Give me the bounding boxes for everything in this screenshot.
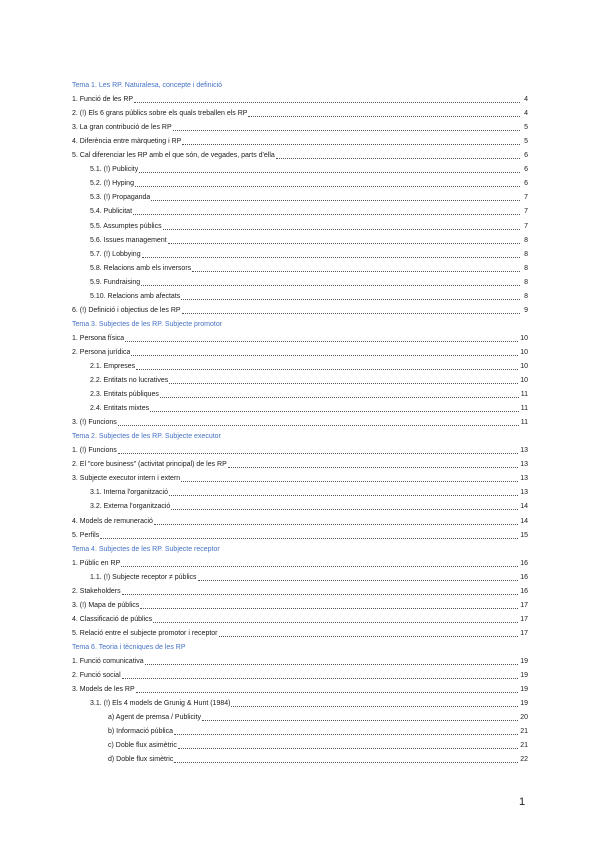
toc-dot-leader bbox=[118, 424, 519, 426]
toc-dot-leader bbox=[154, 523, 518, 525]
toc-entry-title: 2.2. Entitats no lucratives bbox=[90, 377, 169, 385]
toc-entry-page: 17 bbox=[520, 601, 528, 609]
toc-entry[interactable] bbox=[72, 472, 528, 486]
toc-entry-title: 3. Models de les RP bbox=[72, 686, 135, 694]
toc-entry-title: 5.4. Publicitat bbox=[90, 208, 133, 216]
toc-entry[interactable] bbox=[72, 107, 528, 121]
toc-entry[interactable] bbox=[72, 360, 528, 374]
toc-dot-leader bbox=[160, 396, 519, 398]
toc-entry-page: 6 bbox=[524, 180, 528, 188]
toc-dot-leader bbox=[131, 354, 518, 356]
toc-dot-leader bbox=[125, 340, 518, 342]
toc-entry-page: 19 bbox=[520, 657, 528, 665]
toc-entry[interactable] bbox=[72, 529, 528, 543]
toc-entry-title: 2.3. Entitats públiques bbox=[90, 391, 159, 399]
toc-entry[interactable] bbox=[72, 514, 528, 528]
toc-entry-page: 19 bbox=[520, 700, 528, 708]
toc-dot-leader bbox=[228, 466, 518, 468]
toc-entry[interactable] bbox=[72, 599, 528, 613]
toc-dot-leader bbox=[121, 565, 518, 567]
toc-entry[interactable] bbox=[72, 121, 528, 135]
toc-dot-leader bbox=[182, 312, 520, 314]
toc-entry-title: 2. (!) Els 6 grans públics sobre els quals treballen els RP bbox=[72, 110, 248, 118]
toc-entry-title: 6. (!) Definició i objectius de les RP bbox=[72, 306, 181, 314]
toc-entry-title: 1. Funció comunicativa bbox=[72, 657, 144, 665]
toc-dot-leader bbox=[192, 270, 520, 272]
toc-entry-title: 2. Stakeholders bbox=[72, 587, 121, 595]
toc-entry-page: 16 bbox=[520, 587, 528, 595]
toc-entry-page: 8 bbox=[524, 264, 528, 272]
toc-dot-leader bbox=[168, 242, 520, 244]
toc-entry-page: 8 bbox=[524, 278, 528, 286]
toc-entry[interactable] bbox=[72, 627, 528, 641]
toc-entry-title: 2.4. Entitats mixtes bbox=[90, 405, 150, 413]
toc-entry-page: 11 bbox=[520, 419, 528, 427]
toc-entry[interactable] bbox=[72, 557, 528, 571]
toc-entry-title: 3. Subjecte executor intern i extern bbox=[72, 475, 181, 483]
toc-entry-title: 3. (!) Funcions bbox=[72, 419, 117, 427]
toc-entry-page: 14 bbox=[520, 517, 528, 525]
toc-entry[interactable] bbox=[72, 739, 528, 753]
toc-dot-leader bbox=[139, 171, 520, 173]
toc-entry[interactable] bbox=[72, 711, 528, 725]
toc-entry-page: 8 bbox=[524, 292, 528, 300]
toc-entry[interactable] bbox=[72, 346, 528, 360]
toc-entry[interactable] bbox=[72, 585, 528, 599]
toc-entry-title: 5. Perfils bbox=[72, 531, 100, 539]
toc-entry-page: 9 bbox=[524, 306, 528, 314]
toc-entry-page: 5 bbox=[524, 138, 528, 146]
toc-entry[interactable] bbox=[72, 276, 528, 290]
toc-dot-leader bbox=[198, 579, 519, 581]
toc-entry[interactable] bbox=[72, 234, 528, 248]
toc-dot-leader bbox=[174, 761, 518, 763]
toc-dot-leader bbox=[136, 691, 519, 693]
toc-entry-title: 5.6. Issues management bbox=[90, 236, 167, 244]
toc-dot-leader bbox=[145, 663, 519, 665]
toc-entry-title: 5.10. Relacions amb afectats bbox=[90, 292, 181, 300]
toc-dot-leader bbox=[171, 508, 518, 510]
toc-heading-text: Tema 3. Subjectes de les RP. Subjecte promotor bbox=[72, 320, 223, 328]
toc-dot-leader bbox=[173, 129, 520, 131]
toc-entry-title: 1. Funció de les RP bbox=[72, 96, 134, 104]
toc-dot-leader bbox=[153, 621, 518, 623]
toc-entry-page: 7 bbox=[524, 222, 528, 230]
toc-entry-page: 4 bbox=[524, 110, 528, 118]
toc-entry[interactable] bbox=[72, 205, 528, 219]
toc-entry[interactable] bbox=[72, 613, 528, 627]
toc-entry-page: 4 bbox=[524, 96, 528, 104]
toc-entry-page: 21 bbox=[520, 742, 528, 750]
toc-entry[interactable] bbox=[72, 374, 528, 388]
toc-entry-title: 3. (!) Mapa de públics bbox=[72, 601, 140, 609]
toc-entry[interactable] bbox=[72, 149, 528, 163]
toc-dot-leader bbox=[133, 213, 520, 215]
toc-entry-title: c) Doble flux asimètric bbox=[108, 742, 177, 750]
toc-heading-text: Tema 6. Teoria i tècniques de les RP bbox=[72, 643, 186, 651]
toc-dot-leader bbox=[141, 284, 520, 286]
page-number: 1 bbox=[519, 796, 526, 808]
toc-dot-leader bbox=[169, 382, 518, 384]
toc-dot-leader bbox=[135, 185, 520, 187]
toc-dot-leader bbox=[163, 228, 520, 230]
toc-entry[interactable] bbox=[72, 177, 528, 191]
toc-entry[interactable] bbox=[72, 669, 528, 683]
toc-entry-title: 3.2. Externa l'organització bbox=[90, 503, 171, 511]
toc-entry-page: 10 bbox=[520, 362, 528, 370]
toc-entry[interactable] bbox=[72, 388, 528, 402]
toc-entry[interactable] bbox=[72, 163, 528, 177]
toc-entry-title: 5.7. (!) Lobbying bbox=[90, 250, 141, 258]
toc-dot-leader bbox=[276, 157, 520, 159]
toc-entry-title: b) Informació pública bbox=[108, 728, 173, 736]
toc-entry[interactable] bbox=[72, 191, 528, 205]
toc-entry-title: 5.5. Assumptes públics bbox=[90, 222, 162, 230]
toc-entry-page: 22 bbox=[520, 756, 528, 764]
toc-dot-leader bbox=[231, 705, 518, 707]
toc-entry-page: 6 bbox=[524, 152, 528, 160]
toc-entry-page: 14 bbox=[520, 503, 528, 511]
toc-dot-leader bbox=[142, 256, 520, 258]
toc-entry-page: 13 bbox=[520, 447, 528, 455]
toc-entry-page: 10 bbox=[520, 348, 528, 356]
toc-entry-page: 15 bbox=[520, 531, 528, 539]
toc-entry-page: 10 bbox=[520, 334, 528, 342]
toc-heading-text: Tema 2. Subjectes de les RP. Subjecte executor bbox=[72, 433, 221, 441]
toc-dot-leader bbox=[219, 635, 519, 637]
toc-dot-leader bbox=[174, 733, 518, 735]
toc-entry-page: 21 bbox=[520, 728, 528, 736]
toc-heading-text: Tema 4. Subjectes de les RP. Subjecte receptor bbox=[72, 545, 220, 553]
toc-entry[interactable] bbox=[72, 725, 528, 739]
toc-entry-page: 11 bbox=[520, 391, 528, 399]
toc-entry-title: 5. Relació entre el subjecte promotor i receptor bbox=[72, 629, 218, 637]
toc-entry[interactable] bbox=[72, 683, 528, 697]
toc-entry-title: 2. Persona jurídica bbox=[72, 348, 131, 356]
toc-entry-page: 19 bbox=[520, 672, 528, 680]
toc-entry-title: 2. Funció social bbox=[72, 672, 121, 680]
toc-dot-leader bbox=[122, 677, 519, 679]
toc-entry-page: 17 bbox=[520, 615, 528, 623]
toc-entry-page: 10 bbox=[520, 377, 528, 385]
toc-entry-page: 16 bbox=[520, 573, 528, 581]
toc-dot-leader bbox=[150, 410, 519, 412]
toc-section-heading bbox=[72, 430, 528, 444]
toc-dot-leader bbox=[136, 368, 518, 370]
toc-entry-title: 5.1. (!) Publicity bbox=[90, 166, 139, 174]
toc-entry-title: 4. Diferència entre màrqueting i RP bbox=[72, 138, 182, 146]
toc-entry-page: 13 bbox=[520, 475, 528, 483]
toc-entry-title: 1. Persona física bbox=[72, 334, 125, 342]
toc-entry-title: 2.1. Empreses bbox=[90, 362, 136, 370]
toc-entry-title: 5.3. (!) Propaganda bbox=[90, 194, 151, 202]
toc-dot-leader bbox=[181, 480, 518, 482]
toc-dot-leader bbox=[134, 101, 520, 103]
toc-dot-leader bbox=[100, 537, 518, 539]
toc-entry[interactable] bbox=[72, 402, 528, 416]
toc-entry-title: 5.9. Fundraising bbox=[90, 278, 141, 286]
toc-heading-text: Tema 1. Les RP. Naturalesa, concepte i definició bbox=[72, 82, 223, 90]
toc-dot-leader bbox=[151, 199, 520, 201]
toc-entry[interactable] bbox=[72, 655, 528, 669]
toc-entry-page: 8 bbox=[524, 236, 528, 244]
toc-entry-page: 13 bbox=[520, 461, 528, 469]
toc-entry-title: 1. (!) Funcions bbox=[72, 447, 117, 455]
toc-entry-page: 6 bbox=[524, 166, 528, 174]
toc-dot-leader bbox=[178, 747, 518, 749]
toc-entry-page: 7 bbox=[524, 194, 528, 202]
toc-entry-page: 5 bbox=[524, 124, 528, 132]
toc-section-heading bbox=[72, 318, 528, 332]
toc-entry-page: 16 bbox=[520, 559, 528, 567]
toc-entry[interactable] bbox=[72, 486, 528, 500]
toc-dot-leader bbox=[202, 719, 518, 721]
toc-entry-page: 13 bbox=[520, 489, 528, 497]
toc-entry[interactable] bbox=[72, 444, 528, 458]
toc-section-heading bbox=[72, 543, 528, 557]
toc-entry-title: 3.1. (!) Els 4 models de Grunig & Hunt (1984) bbox=[90, 700, 231, 708]
toc-entry[interactable] bbox=[72, 248, 528, 262]
toc-entry-page: 8 bbox=[524, 250, 528, 258]
toc-dot-leader bbox=[182, 143, 520, 145]
toc-entry[interactable] bbox=[72, 135, 528, 149]
toc-entry-page: 7 bbox=[524, 208, 528, 216]
toc-entry-page: 19 bbox=[520, 686, 528, 694]
toc-entry-title: a) Agent de premsa / Publicity bbox=[108, 714, 201, 722]
toc-entry-title: d) Doble flux simètric bbox=[108, 756, 174, 764]
toc-entry[interactable] bbox=[72, 500, 528, 514]
toc-entry[interactable] bbox=[72, 571, 528, 585]
toc-entry[interactable] bbox=[72, 219, 528, 233]
toc-entry-title: 1. Públic en RP bbox=[72, 559, 121, 567]
toc-entry[interactable] bbox=[72, 458, 528, 472]
toc-entry[interactable] bbox=[72, 304, 528, 318]
toc-dot-leader bbox=[248, 115, 520, 117]
toc-entry[interactable] bbox=[72, 416, 528, 430]
toc-entry-title: 5.2. (!) Hyping bbox=[90, 180, 134, 188]
toc-entry-page: 11 bbox=[520, 405, 528, 413]
toc-entry[interactable] bbox=[72, 697, 528, 711]
toc-entry[interactable] bbox=[72, 290, 528, 304]
toc-entry[interactable] bbox=[72, 753, 528, 767]
toc-entry-title: 4. Classificació de públics bbox=[72, 615, 153, 623]
toc-entry-title: 4. Models de remuneració bbox=[72, 517, 153, 525]
toc-entry-title: 3.1. Interna l'organització bbox=[90, 489, 168, 497]
toc-entry-page: 17 bbox=[520, 629, 528, 637]
toc-entry[interactable] bbox=[72, 262, 528, 276]
toc-dot-leader bbox=[181, 298, 520, 300]
toc-entry-title: 5.8. Relacions amb els inversors bbox=[90, 264, 192, 272]
toc-dot-leader bbox=[122, 593, 519, 595]
toc-section-heading bbox=[72, 641, 528, 655]
toc-entry[interactable] bbox=[72, 93, 528, 107]
toc-entry[interactable] bbox=[72, 332, 528, 346]
toc-dot-leader bbox=[169, 494, 518, 496]
table-of-contents bbox=[72, 79, 528, 767]
toc-entry-title: 1.1. (!) Subjecte receptor ≠ públics bbox=[90, 573, 197, 581]
toc-dot-leader bbox=[118, 452, 518, 454]
toc-entry-title: 3. La gran contribució de les RP bbox=[72, 124, 172, 132]
toc-entry-title: 2. El "core business" (activitat principal) de les RP bbox=[72, 461, 227, 469]
toc-dot-leader bbox=[140, 607, 518, 609]
toc-entry-title: 5. Cal diferenciar les RP amb el que són, de vegades, parts d'ella bbox=[72, 152, 275, 160]
toc-section-heading bbox=[72, 79, 528, 93]
toc-entry-page: 20 bbox=[520, 714, 528, 722]
